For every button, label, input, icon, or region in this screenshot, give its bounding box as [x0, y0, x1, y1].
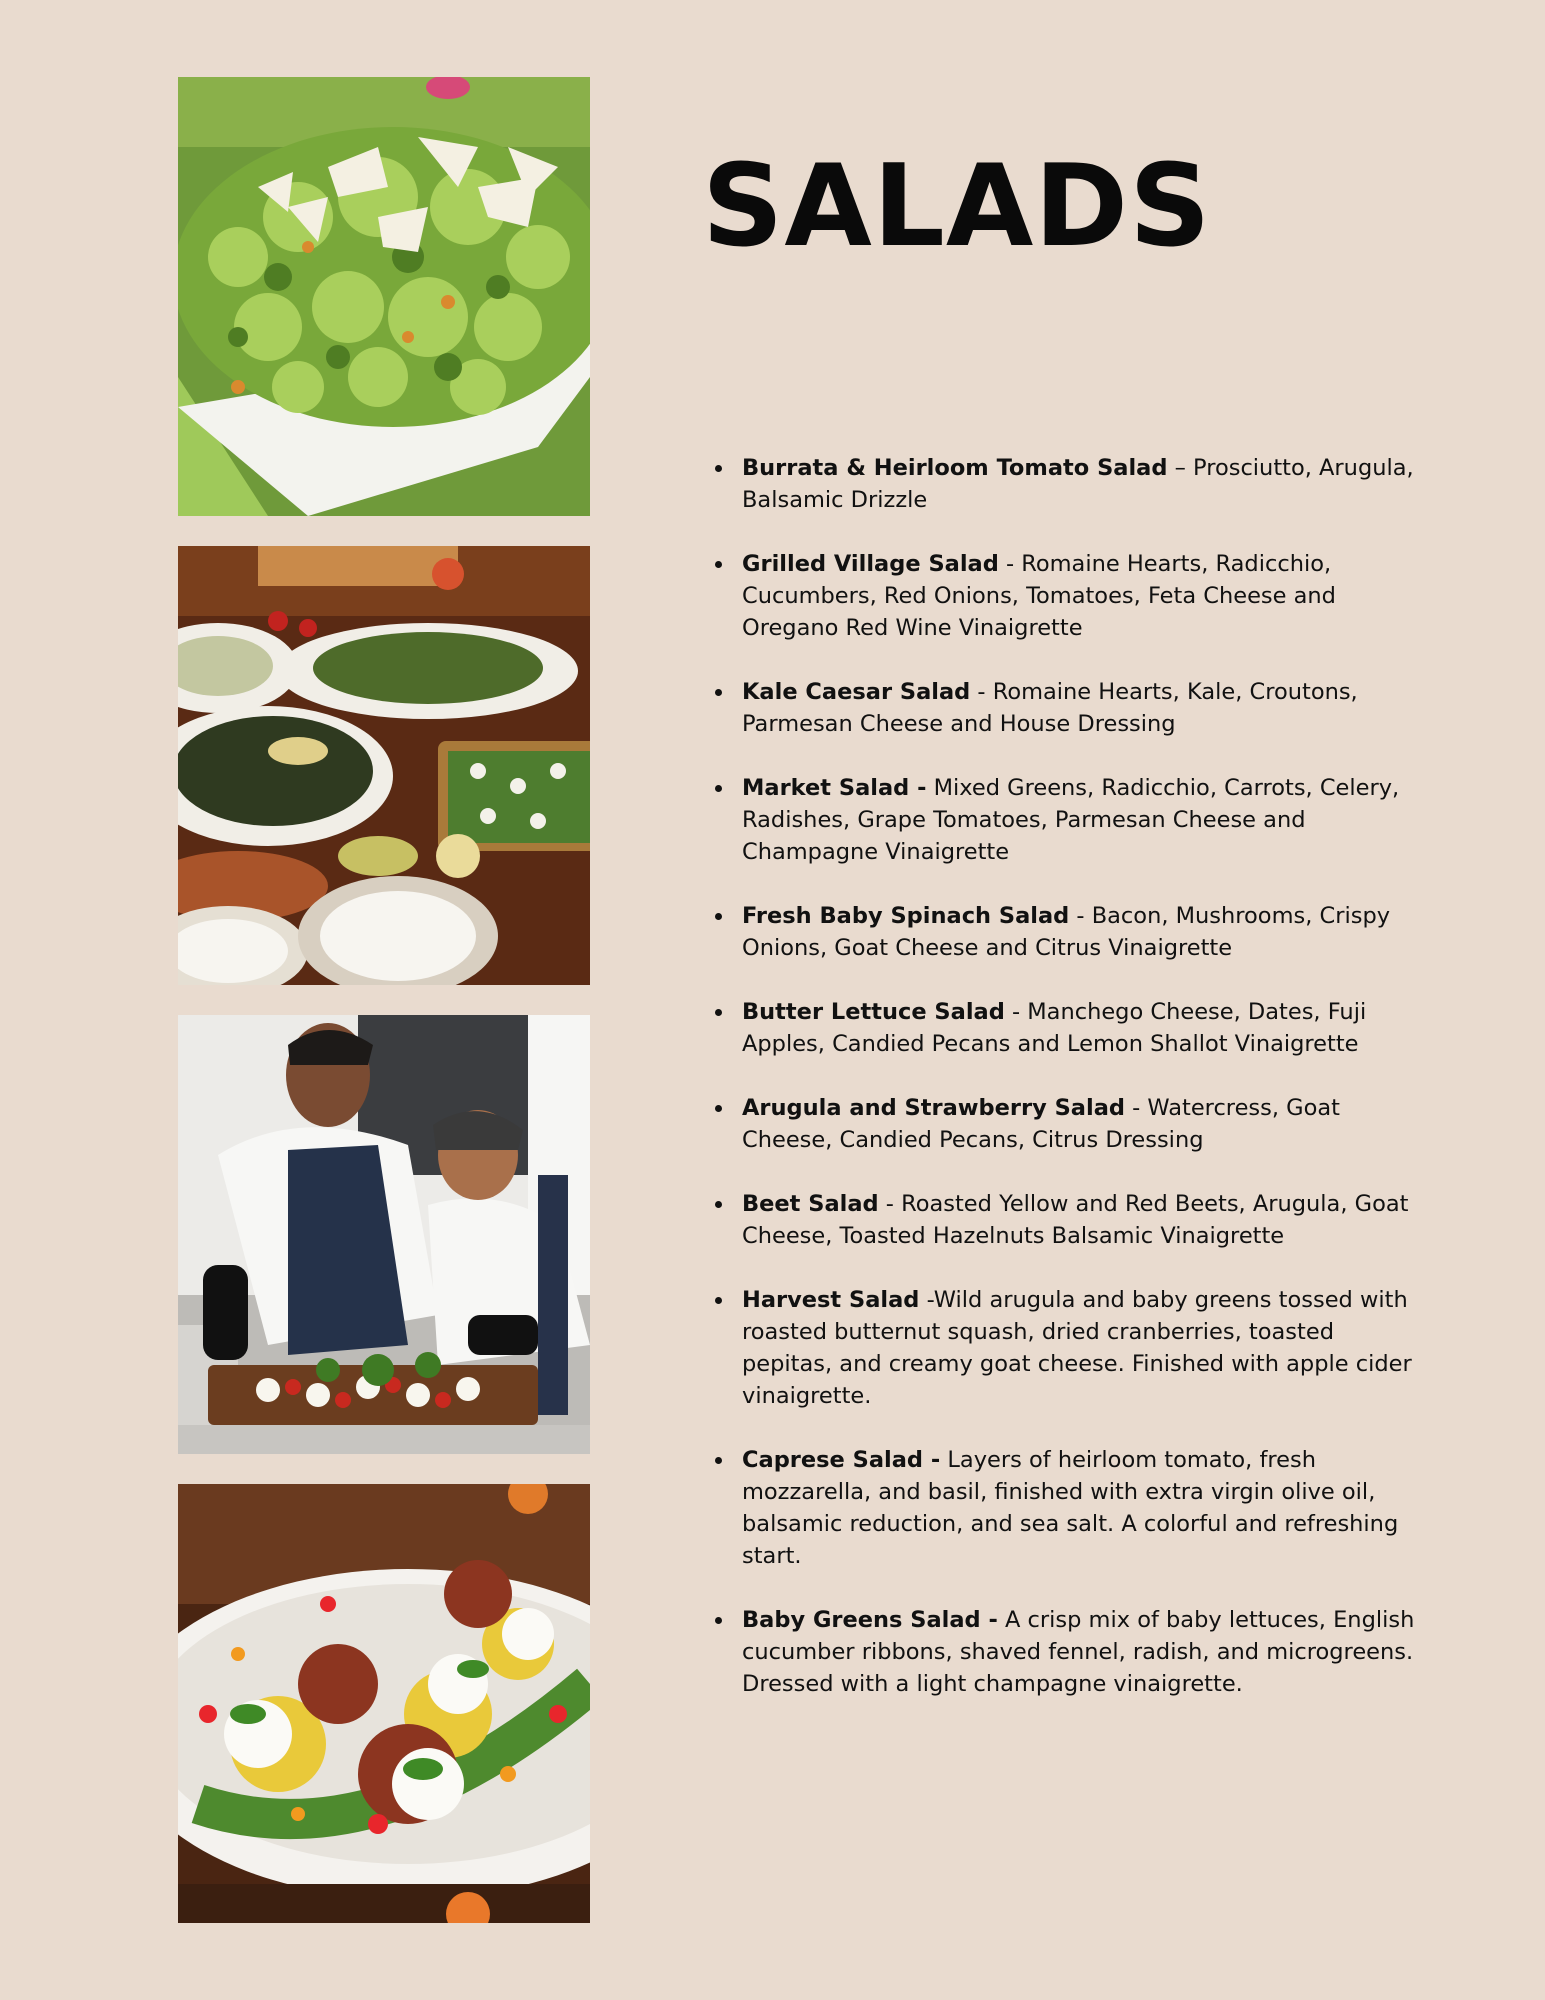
item-name: Harvest Salad	[742, 1287, 920, 1313]
item-description: Layers of heirloom tomato, fresh mozzarella, and basil, finished with extra virgin olive oil, balsamic reduction, and sea salt. A colorful and refreshing start.	[742, 1447, 1399, 1569]
menu-item-arugula-strawberry	[742, 1092, 1422, 1156]
item-description: – Prosciutto, Arugula, Balsamic Drizzle	[742, 455, 1414, 513]
chefs-photo	[178, 1015, 590, 1454]
item-name: Caprese Salad -	[742, 1447, 941, 1473]
item-name: Grilled Village Salad	[742, 551, 999, 577]
menu-item-harvest	[742, 1284, 1422, 1412]
item-name: Fresh Baby Spinach Salad	[742, 903, 1070, 929]
menu-item-fresh-baby-spinach	[742, 900, 1422, 964]
menu-item-kale-caesar	[742, 676, 1422, 740]
menu-item-burrata-heirloom-tomato	[742, 452, 1422, 516]
item-description: - Romaine Hearts, Radicchio, Cucumbers, Red Onions, Tomatoes, Feta Cheese and Oregano Red Wine Vinaigrette	[742, 551, 1336, 641]
item-description: - Manchego Cheese, Dates, Fuji Apples, Candied Pecans and Lemon Shallot Vinaigrette	[742, 999, 1367, 1057]
menu-item-baby-greens	[742, 1604, 1422, 1700]
item-name: Beet Salad	[742, 1191, 879, 1217]
menu-item-butter-lettuce	[742, 996, 1422, 1060]
item-name: Burrata & Heirloom Tomato Salad	[742, 455, 1168, 481]
salad-menu-list	[742, 452, 1422, 1732]
page-title: SALADS	[702, 140, 1212, 272]
item-description: - Roasted Yellow and Red Beets, Arugula, Goat Cheese, Toasted Hazelnuts Balsamic Vinaigrette	[742, 1191, 1409, 1249]
item-name: Baby Greens Salad -	[742, 1607, 998, 1633]
item-description: - Bacon, Mushrooms, Crispy Onions, Goat Cheese and Citrus Vinaigrette	[742, 903, 1391, 961]
item-name: Kale Caesar Salad	[742, 679, 971, 705]
item-description: Mixed Greens, Radicchio, Carrots, Celery, Radishes, Grape Tomatoes, Parmesan Cheese and Champagne Vinaigrette	[742, 775, 1400, 865]
item-description: - Romaine Hearts, Kale, Croutons, Parmesan Cheese and House Dressing	[742, 679, 1358, 737]
salad-photo	[178, 77, 590, 516]
item-description: - Watercress, Goat Cheese, Candied Pecans, Citrus Dressing	[742, 1095, 1340, 1153]
item-name: Butter Lettuce Salad	[742, 999, 1005, 1025]
menu-item-beet	[742, 1188, 1422, 1252]
item-name: Market Salad -	[742, 775, 927, 801]
menu-item-market	[742, 772, 1422, 868]
item-description: A crisp mix of baby lettuces, English cucumber ribbons, shaved fennel, radish, and microgreens. Dressed with a light champagne vinaigrette.	[742, 1607, 1415, 1697]
menu-item-caprese	[742, 1444, 1422, 1572]
item-description: -Wild arugula and baby greens tossed with roasted butternut squash, dried cranberries, toasted pepitas, and creamy goat cheese. Finished with apple cider vinaigrette.	[742, 1287, 1412, 1409]
buffet-photo	[178, 546, 590, 985]
caprese-photo	[178, 1484, 590, 1923]
menu-item-grilled-village	[742, 548, 1422, 644]
item-name: Arugula and Strawberry Salad	[742, 1095, 1125, 1121]
